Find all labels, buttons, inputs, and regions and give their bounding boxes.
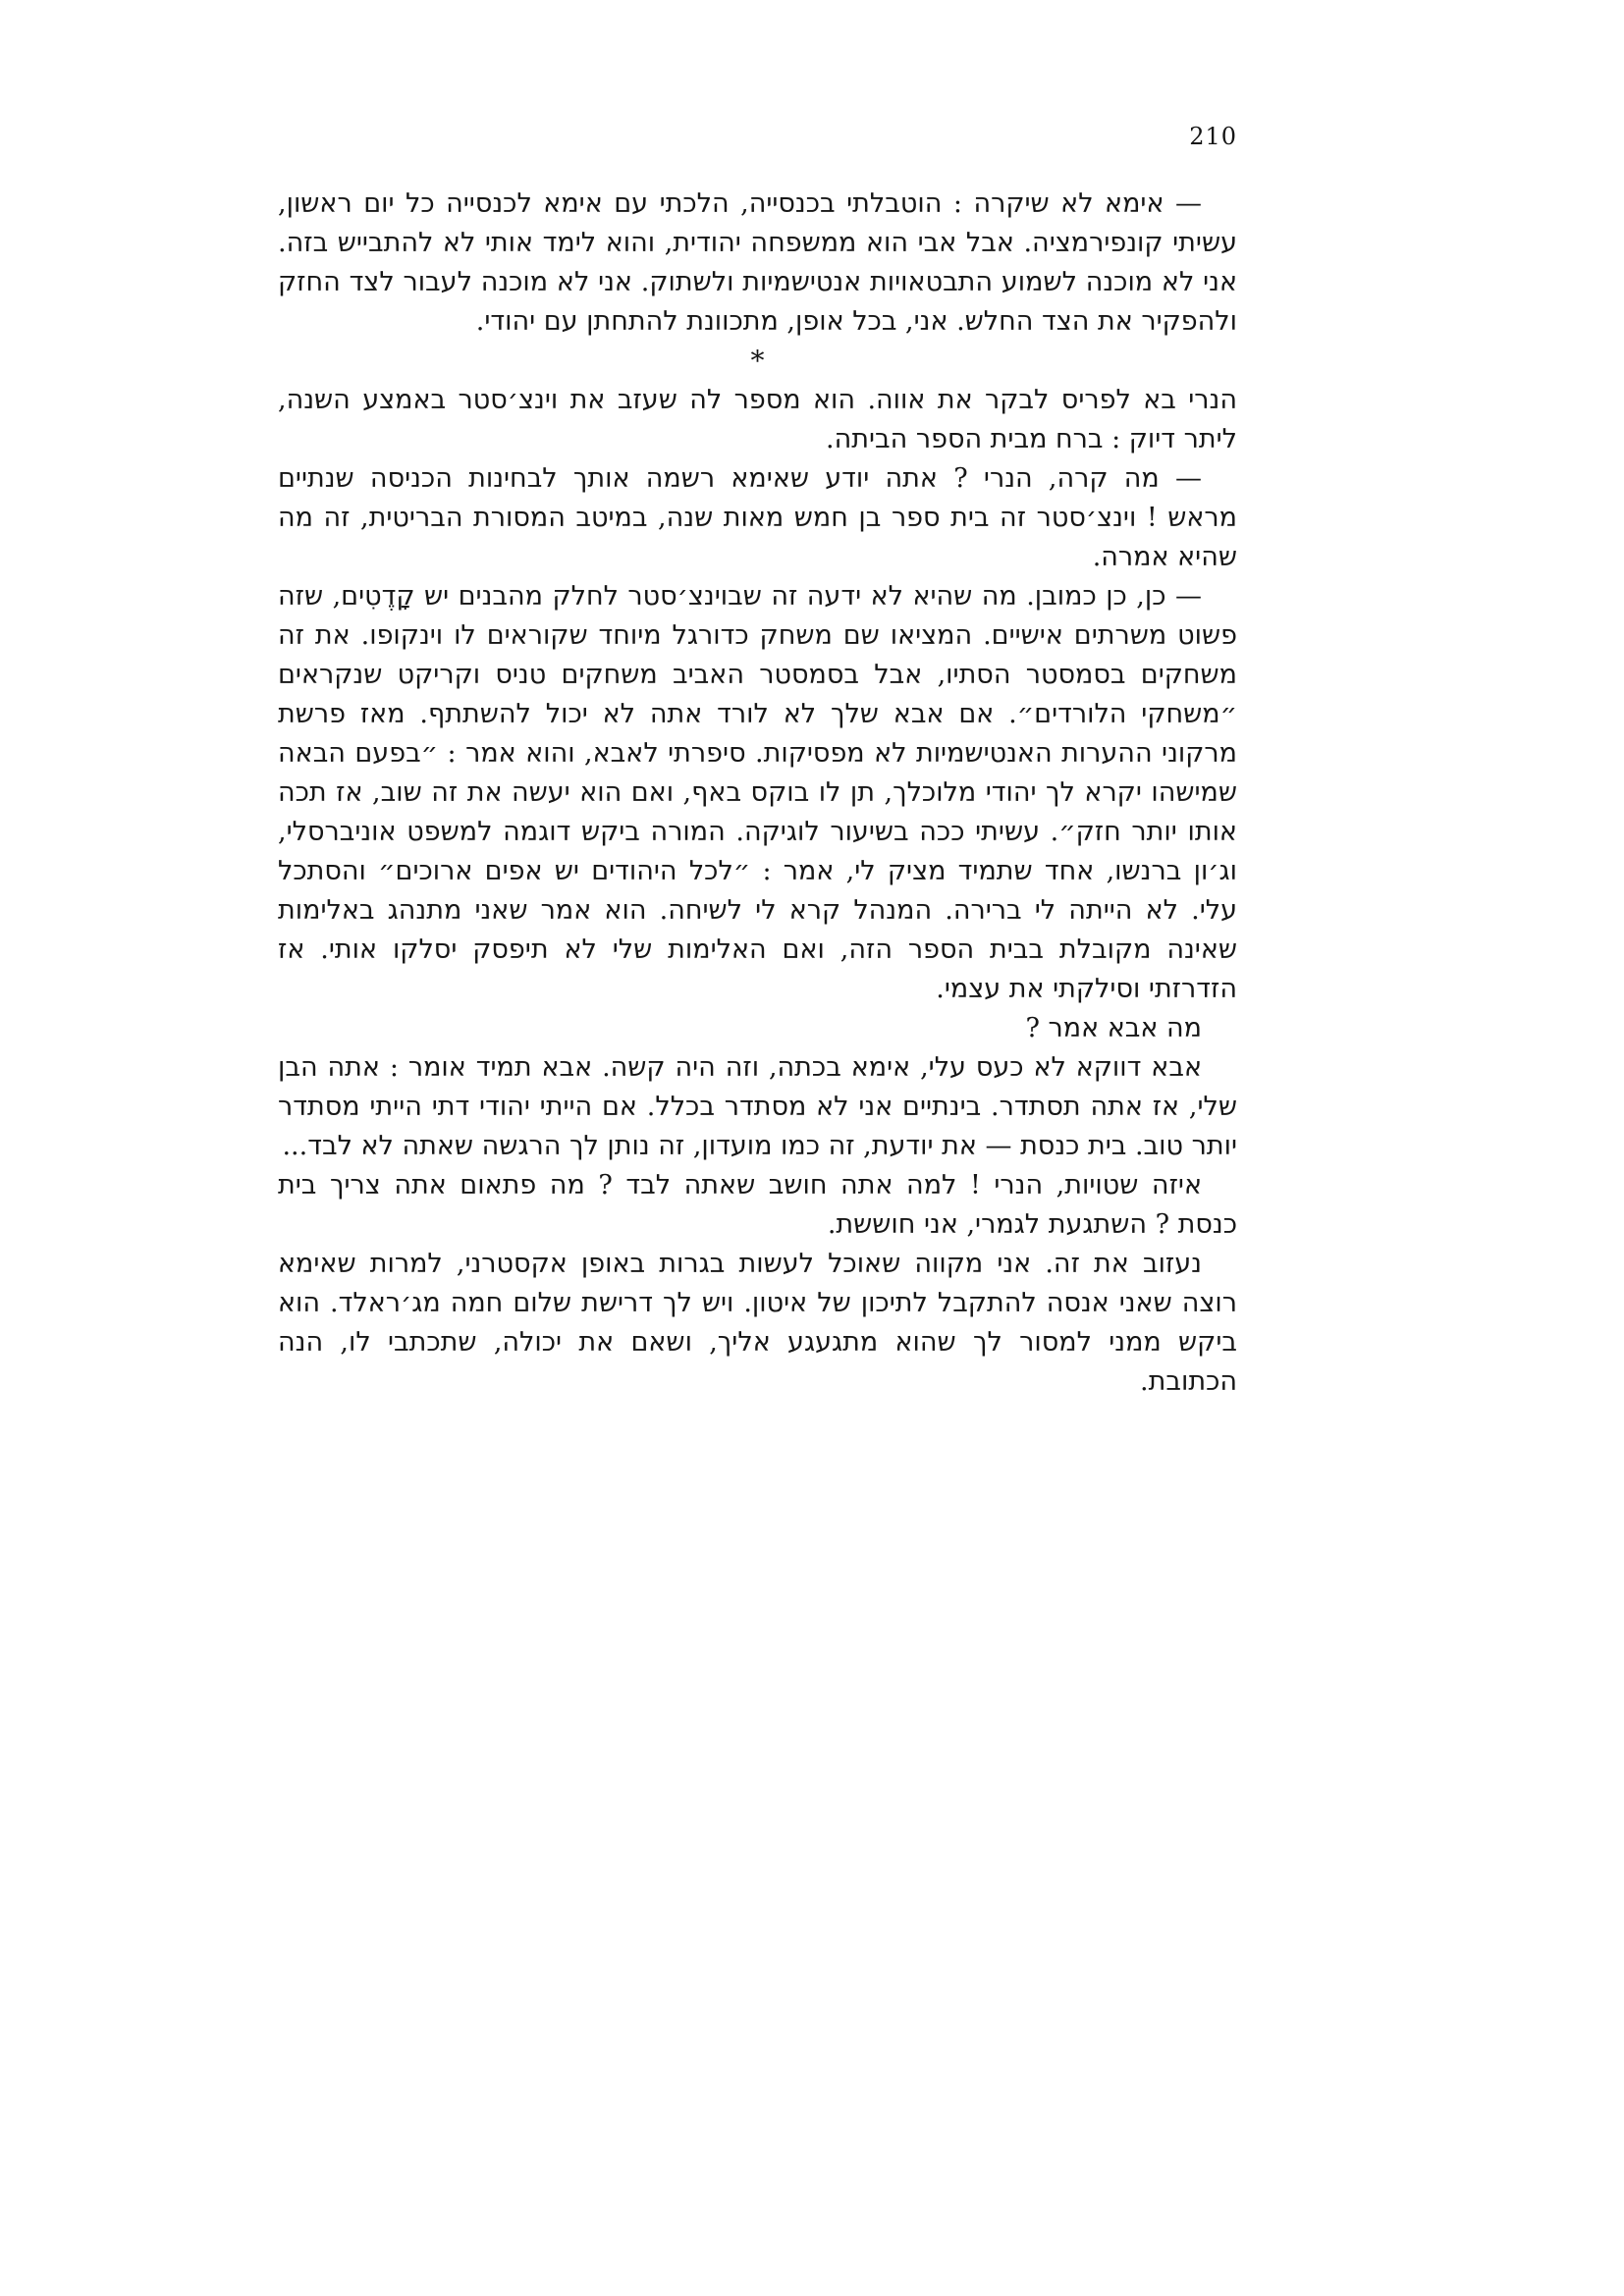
paragraph-dialogue: נעזוב את זה. אני מקווה שאוכל לעשות בגרות באופן אקסטרני, למרות שאימא רוצה שאני אנסה להתקבל לתיכון של איטון. ויש לך דרישת שלום חמה מג׳ראלד. הוא ביקש ממני למסור לך שהוא מתגעגע אליך, ושאם את יכולה, שתכתבי לו, הנה הכתובת. bbox=[278, 1249, 1237, 1397]
paragraph-dialogue: — כן, כן כמובן. מה שהיא לא ידעה זה שבוינצ׳סטר לחלק מהבנים יש קָדֶטִים, שזה פשוט משרתים אישיים. המציאו שם משחק כדורגל מיוחד שקוראים לו וינקופו. את זה משחקים בסמסטר הסתיו, אבל בסמסטר האביב משחקים טניס וקריקט שנקראים ״משחקי הלורדים״. אם אבא שלך לא לורד אתה לא יכול להשתתף. מאז פרשת מרקוני ההערות האנטישמיות לא מפסיקות. סיפרתי לאבא, והוא אמר : ״בפעם הבאה שמישהו יקרא לך יהודי מלוכלך, תן לו בוקס באף, ואם הוא יעשה את זה שוב, אז תכה אותו יותר חזק״. עשיתי ככה בשיעור לוגיקה. המורה ביקש דוגמה למשפט אוניברסלי, וג׳ון ברנשו, אחד שתמיד מציק לי, אמר : ״לכל היהודים יש אפים ארוכים״ והסתכל עלי. לא הייתה לי ברירה. המנהל קרא לי לשיחה. הוא אמר שאני מתנהג באלימות שאינה מקובלת בבית הספר הזה, ואם האלימות שלי לא תיפסק יסלקו אותי. אז הזדרזתי וסילקתי את עצמי. bbox=[278, 581, 1237, 1004]
paragraph-narrative: הנרי בא לפריס לבקר את אווה. הוא מספר לה שעזב את וינצ׳סטר באמצע השנה, ליתר דיוק : ברח מבית הספר הביתה. bbox=[278, 385, 1237, 454]
text-block bbox=[278, 185, 1237, 1402]
paragraph-dialogue: איזה שטויות, הנרי ! למה אתה חושב שאתה לבד ? מה פתאום אתה צריך בית כנסת ? השתגעת לגמרי, אני חוששת. bbox=[278, 1170, 1237, 1240]
section-separator: * bbox=[750, 345, 765, 377]
paragraph-dialogue: מה אבא אמר ? bbox=[1025, 1013, 1202, 1043]
page-number: 210 bbox=[1189, 123, 1237, 150]
paragraph-dialogue: — אימא לא שיקרה : הוטבלתי בכנסייה, הלכתי עם אימא לכנסייה כל יום ראשון, עשיתי קונפירמציה. אבל אבי הוא ממשפחה יהודית, והוא לימד אותי לא להתבייש בזה. אני לא מוכנה לשמוע התבטאויות אנטישמיות ולשתוק. אני לא מוכנה לעבור לצד החזק ולהפקיר את הצד החלש. אני, בכל אופן, מתכוונת להתחתן עם יהודי. bbox=[278, 188, 1237, 337]
paragraph-dialogue: אבא דווקא לא כעס עלי, אימא בכתה, וזה היה קשה. אבא תמיד אומר : אתה הבן שלי, אז אתה תסתדר. בינתיים אני לא מסתדר בכלל. אם הייתי יהודי דתי הייתי מסתדר יותר טוב. בית כנסת — את יודעת, זה כמו מועדון, זה נותן לך הרגשה שאתה לא לבד... bbox=[278, 1052, 1237, 1161]
paragraph-dialogue: — מה קרה, הנרי ? אתה יודע שאימא רשמה אותך לבחינות הכניסה שנתיים מראש ! וינצ׳סטר זה בית ספר בן חמש מאות שנה, במיטב המסורת הבריטית, זה מה שהיא אמרה. bbox=[278, 463, 1237, 572]
